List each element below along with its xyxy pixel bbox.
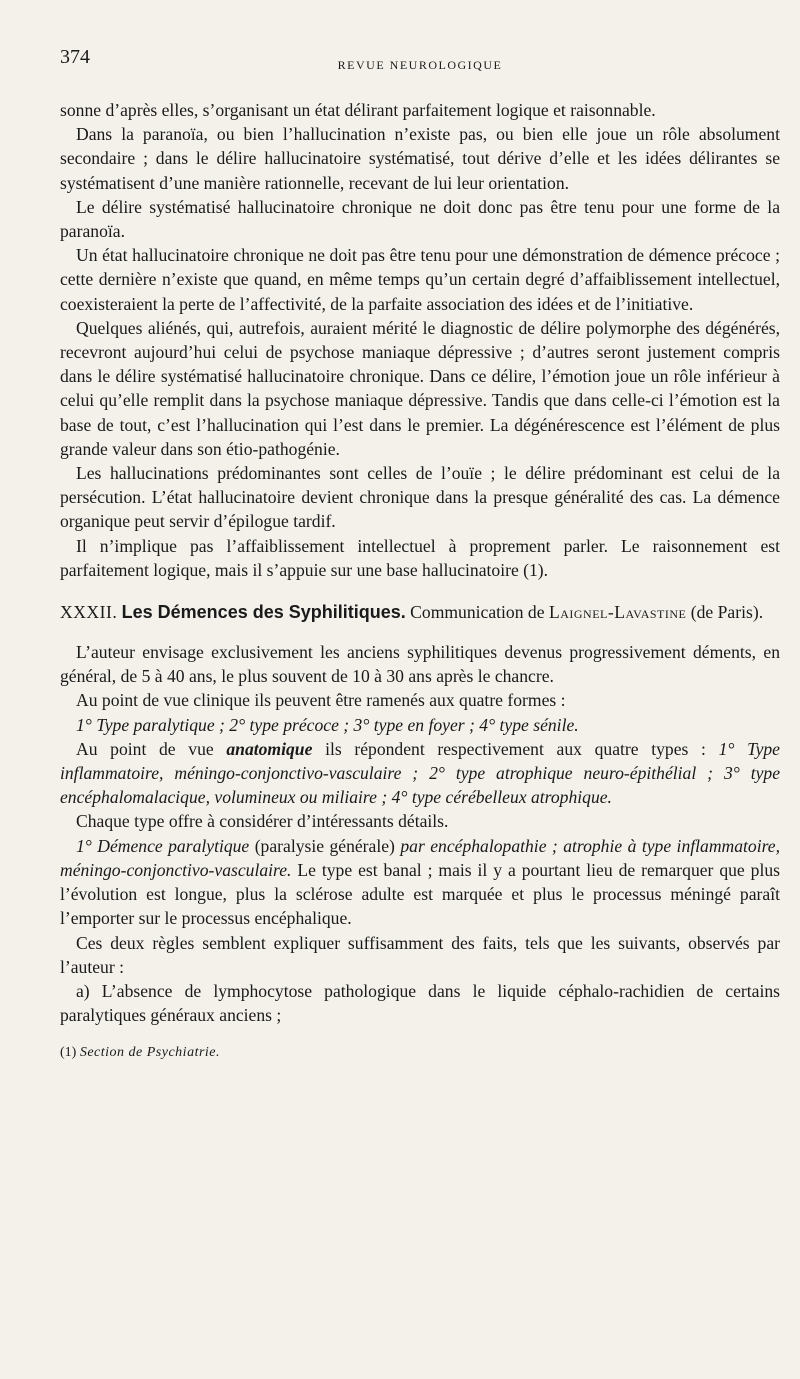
paragraph: Ces deux règles semblent expliquer suffisamment des faits, tels que les suivants, observés par l’auteur : (60, 932, 780, 977)
section-number: XXXII. (60, 602, 118, 623)
paragraph: Les hallucinations prédominantes sont celles de l’ouïe ; le délire prédominant est celui de la persécution. L’état hallucinatoire devient chronique dans la presque généralité des cas. La démence organique peut servir d’épilogue tardif. (60, 463, 780, 532)
author-location: (de Paris). (690, 602, 764, 623)
text-run-emphasis: 1° Démence paralytique (76, 835, 250, 856)
footnote-mark: (1) (60, 1045, 77, 1061)
paragraph: Il n’implique pas l’affaiblissement intellectuel à proprement parler. Le raisonnement est parfaitement logique, mais il s’appuie sur une base hallucinatoire (1). (60, 535, 780, 580)
section-title: Les Démences des Syphilitiques. (121, 602, 406, 623)
text-run: (paralysie générale) (254, 835, 395, 856)
paragraph: a) L’absence de lymphocytose pathologique dans le liquide céphalo-rachidien de certains paralytiques généraux anciens ; (60, 980, 780, 1026)
running-title: REVUE NEUROLOGIQUE (337, 58, 503, 72)
paragraph (60, 737, 780, 810)
section-author: Laignel-Lavastine (548, 602, 687, 623)
text-run-emphasis: anatomique (226, 738, 313, 759)
section-body (60, 640, 780, 1027)
paragraph: Au point de vue clinique ils peuvent être ramenés aux quatre formes : (76, 690, 566, 711)
communication-label: Communication de (410, 602, 545, 623)
text-run: ils répondent respectivement aux quatre types : (325, 738, 706, 759)
page-header (60, 42, 780, 72)
body-text (60, 98, 780, 582)
text-run: Au point de vue (76, 738, 214, 759)
paragraph: Un état hallucinatoire chronique ne doit pas être tenu pour une démonstration de démence précoce ; cette dernière n’existe que quand, en même temps qu’un certain degré d’affaiblissement intellectuel, coexisteraient la perte de l’affectivité, de la parfaite association des idées et de l’initiative. (60, 245, 780, 314)
types-list: 1° Type inflammatoire, méningo-conjonctivo-vasculaire ; 2° type atrophique neuro-épithélial ; 3° type encéphalomalacique, volumineux ou miliaire ; 4° type cérébelleux atrophique. (60, 738, 780, 808)
footnote-text: Section de Psychiatrie. (79, 1045, 221, 1061)
paragraph: L’auteur envisage exclusivement les anciens syphilitiques devenus progressivement déments, en général, de 5 à 40 ans, le plus souvent de 10 à 30 ans après le chancre. (60, 642, 780, 687)
paragraph: Quelques aliénés, qui, autrefois, auraient mérité le diagnostic de délire polymorphe des dégénérés, recevront aujourd’hui celui de psychose maniaque dépressive ; d’autres seront justement compris dans le délire systématisé hallucinatoire chronique. Dans ce délire, l’émotion joue un rôle inférieur à celui qu’elle remplit dans la psychose maniaque dépressive. Tandis que dans celle-ci l’émotion est la base de tout, c’est l’hallucination qui l’est dans le premier. La dégénérescence est l’élément de plus grande valeur dans son étio-pathogénie. (60, 317, 780, 459)
paragraph: Le délire systématisé hallucinatoire chronique ne doit donc pas être tenu pour une forme de la paranoïa. (60, 196, 780, 242)
page-number: 374 (60, 46, 90, 68)
paragraph: Chaque type offre à considérer d’intéressants détails. (76, 811, 449, 832)
forms-list: 1° Type paralytique ; 2° type précoce ; 3° type en foyer ; 4° type sénile. (76, 714, 579, 735)
journal-page (60, 42, 780, 1063)
paragraph: sonne d’après elles, s’organisant un état délirant parfaitement logique et raisonnable. (60, 100, 656, 120)
text-run: Le type est banal ; mais il y a pourtant lieu de remarquer que plus l’évolution est longue, plus la sclérose adulte est marquée et plus le processus méningé paraît l’emporter sur le processus encéphalique. (60, 859, 780, 929)
paragraph: Dans la paranoïa, ou bien l’hallucination n’existe pas, ou bien elle joue un rôle absolument secondaire ; dans le délire hallucinatoire systématisé, tout dérive d’elle et les idées délirantes se systématisent d’une manière rationnelle, recevant de lui leur orientation. (60, 124, 780, 193)
section-heading (60, 600, 780, 624)
paragraph (60, 834, 780, 931)
footnote (60, 1043, 780, 1063)
text-run-emphasis: par encéphalopathie ; atrophie à type inflammatoire, méningo-conjonctivo-vasculaire. (60, 835, 781, 880)
